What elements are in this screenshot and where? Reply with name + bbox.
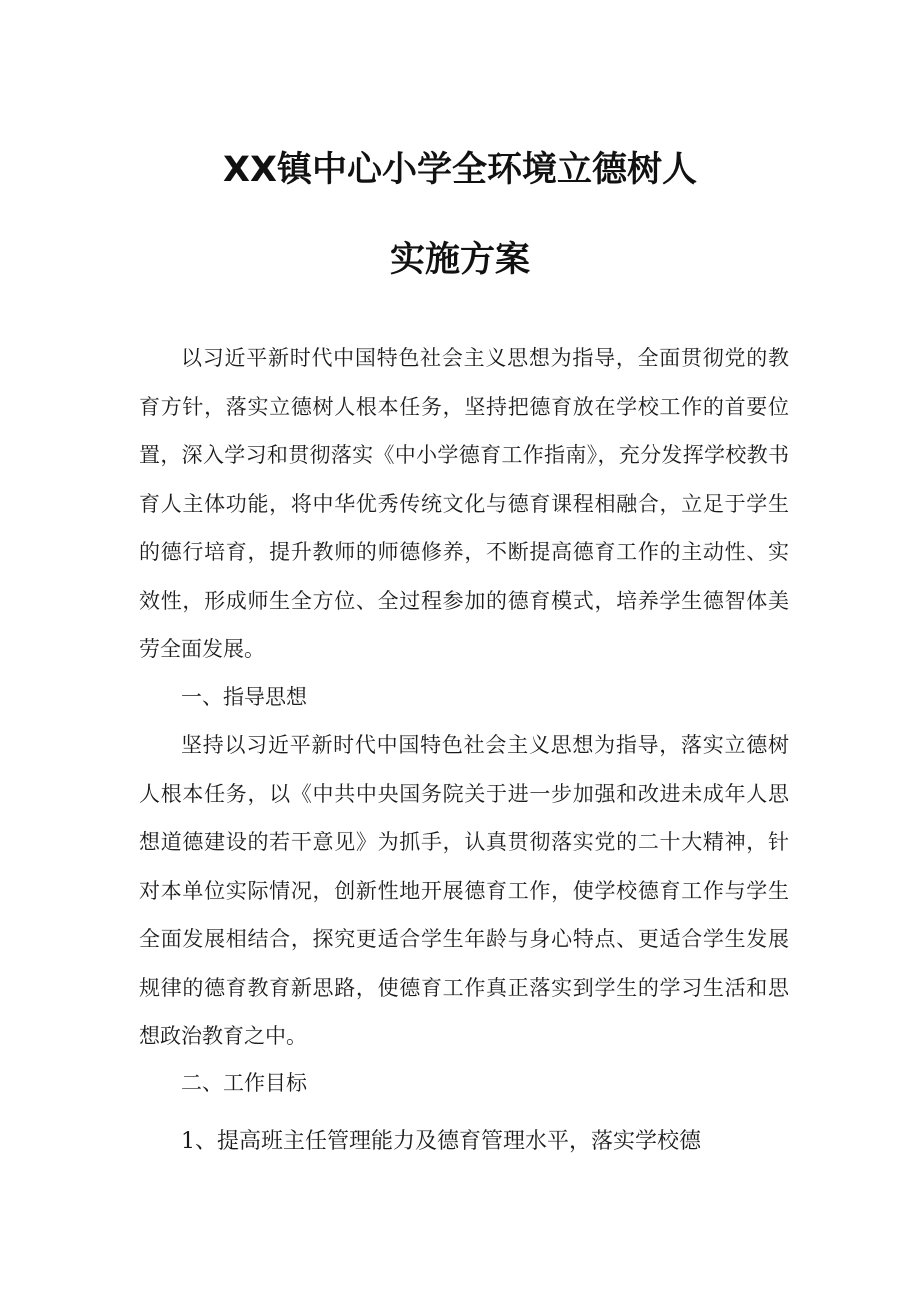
document-title-line-1: XX镇中心小学全环境立德树人 — [223, 150, 697, 190]
section-heading-guiding-ideology: 一、指导思想 — [181, 685, 307, 709]
guiding-ideology-paragraph: 坚持以习近平新时代中国特色社会主义思想为指导，落实立德树人根本任务，以《中共中央国务院关于进一步加强和改进未成年人思想道德建设的若干意见》为抓手，认真贯彻落实党的二十大精神，针对本单位实际情况，创新性地开展德育工作，使学校德育工作与学生全面发展相结合，探究更适合学生年龄与身心特点、更适合学生发展规律的德育教育新思路，使德育工作真正落实到学生的学习生活和思想政治教育之中。 — [139, 733, 789, 1048]
intro-paragraph: 以习近平新时代中国特色社会主义思想为指导，全面贯彻党的教育方针，落实立德树人根本任务，坚持把德育放在学校工作的首要位置，深入学习和贯彻落实《中小学德育工作指南》，充分发挥学校教书育人主体功能，将中华优秀传统文化与德育课程相融合，立足于学生的德行培育，提升教师的师德修养，不断提高德育工作的主动性、实效性，形成师生全方位、全过程参加的德育模式，培养学生德智体美劳全面发展。 — [139, 346, 789, 661]
section-heading-work-goals: 二、工作目标 — [181, 1071, 307, 1095]
work-goal-item-1: 1、提高班主任管理能力及德育管理水平，落实学校德 — [181, 1129, 701, 1154]
document-title-line-2: 实施方案 — [389, 240, 530, 280]
